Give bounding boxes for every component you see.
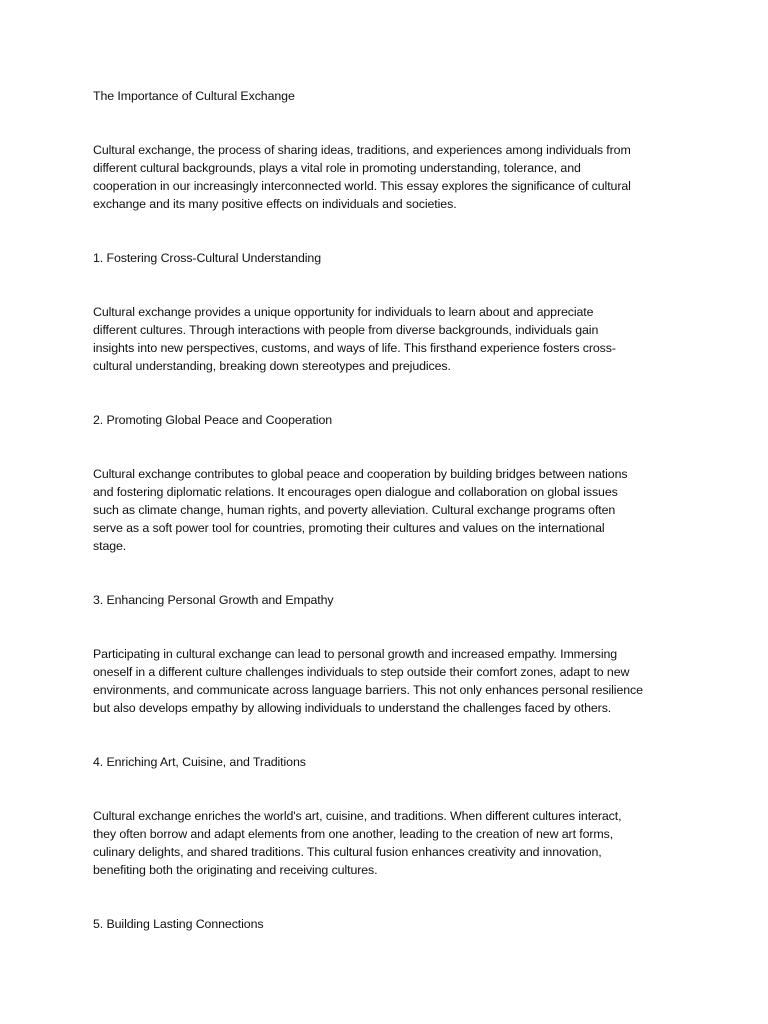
paragraph-line: benefiting both the originating and receiving cultures. [93, 863, 378, 877]
paragraph-line: insights into new perspectives, customs, and ways of life. This firsthand experience fosters cross- [93, 341, 616, 355]
paragraph-line: environments, and communicate across language barriers. This not only enhances personal resilience [93, 683, 643, 697]
paragraph-line: such as climate change, human rights, and poverty alleviation. Cultural exchange programs often [93, 503, 616, 517]
paragraph-line: Cultural exchange provides a unique opportunity for individuals to learn about and appreciate [93, 305, 594, 319]
intro-line: different cultural backgrounds, plays a vital role in promoting understanding, tolerance, and [93, 161, 581, 175]
paragraph-line: serve as a soft power tool for countries, promoting their cultures and values on the international [93, 521, 605, 535]
section-heading: 5. Building Lasting Connections [93, 917, 264, 931]
section-heading: 3. Enhancing Personal Growth and Empathy [93, 593, 334, 607]
paragraph-line: Participating in cultural exchange can lead to personal growth and increased empathy. Immersing [93, 647, 618, 661]
document-title: The Importance of Cultural Exchange [93, 89, 295, 103]
section-heading: 4. Enriching Art, Cuisine, and Traditions [93, 755, 306, 769]
paragraph-line: stage. [93, 539, 127, 553]
intro-line: exchange and its many positive effects on individuals and societies. [93, 197, 457, 211]
paragraph-line: different cultures. Through interactions with people from diverse backgrounds, individuals gain [93, 323, 599, 337]
intro-line: Cultural exchange, the process of sharing ideas, traditions, and experiences among individuals from [93, 143, 631, 157]
paragraph-line: Cultural exchange contributes to global peace and cooperation by building bridges between nations [93, 467, 628, 481]
paragraph-line: but also develops empathy by allowing individuals to understand the challenges faced by others. [93, 701, 612, 715]
paragraph-line: they often borrow and adapt elements from one another, leading to the creation of new art forms, [93, 827, 614, 841]
section-heading: 2. Promoting Global Peace and Cooperation [93, 413, 333, 427]
section-heading: 1. Fostering Cross-Cultural Understanding [93, 251, 321, 265]
paragraph-line: oneself in a different culture challenges individuals to step outside their comfort zones, adapt to new [93, 665, 630, 679]
paragraph-line: and fostering diplomatic relations. It encourages open dialogue and collaboration on global issues [93, 485, 618, 499]
paragraph-line: culinary delights, and shared traditions. This cultural fusion enhances creativity and innovation, [93, 845, 602, 859]
paragraph-line: cultural understanding, breaking down stereotypes and prejudices. [93, 359, 451, 373]
paragraph-line: Cultural exchange enriches the world's art, cuisine, and traditions. When different cultures interact, [93, 809, 622, 823]
intro-line: cooperation in our increasingly interconnected world. This essay explores the significance of cultural [93, 179, 631, 193]
